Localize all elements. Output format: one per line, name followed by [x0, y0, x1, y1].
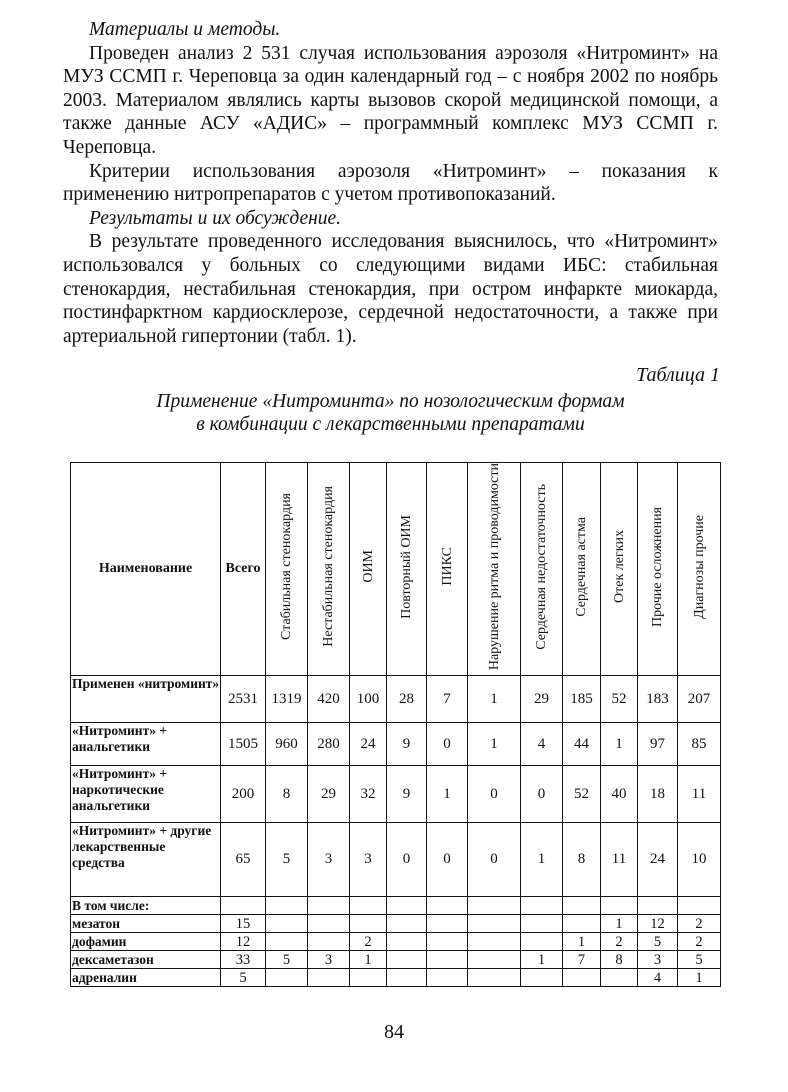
table-cell: 12: [638, 915, 678, 933]
table-cell: 1: [601, 723, 638, 766]
column-header: [521, 463, 563, 676]
section-heading-methods: Материалы и методы.: [89, 19, 281, 40]
table-row: [71, 897, 721, 915]
paragraph-criteria: Критерии использования аэрозоля «Нитроминт» – показания к применению нитропрепаратов с учетом противопоказаний.: [63, 160, 718, 206]
table-cell: [427, 897, 468, 915]
table-cell: 4: [638, 969, 678, 987]
table-cell: [563, 969, 601, 987]
table-cell: [427, 969, 468, 987]
table-cell: 5: [266, 951, 308, 969]
table-cell: 3: [350, 823, 387, 897]
table-cell: [638, 897, 678, 915]
table-row: [71, 723, 721, 766]
table-cell: [427, 933, 468, 951]
table-cell: [521, 915, 563, 933]
table-cell: 1505: [221, 723, 266, 766]
table-title-line: в комбинации с лекарственными препаратами: [196, 414, 585, 435]
column-header: [266, 463, 308, 676]
table-cell: [387, 969, 427, 987]
table-cell: 24: [638, 823, 678, 897]
table-cell: 1: [427, 766, 468, 823]
table-cell: 24: [350, 723, 387, 766]
table-cell: 7: [563, 951, 601, 969]
table-cell: [563, 915, 601, 933]
table-row: [71, 951, 721, 969]
column-header: [638, 463, 678, 676]
table-cell: 9: [387, 766, 427, 823]
column-header-label: ОИМ: [360, 550, 376, 583]
table-cell: 8: [601, 951, 638, 969]
table-cell: [521, 897, 563, 915]
column-header-label: Диагнозы прочие: [691, 514, 707, 619]
table-cell: [563, 897, 601, 915]
table-cell: 960: [266, 723, 308, 766]
table-cell: 15: [221, 915, 266, 933]
table-cell: [601, 897, 638, 915]
table-cell: 29: [308, 766, 350, 823]
row-name-cell: дексаметазон: [71, 951, 221, 969]
table-label: Таблица 1: [636, 364, 720, 386]
paragraph-results: В результате проведенного исследования выяснилось, что «Нитроминт» использовался у больных со следующими видами ИБС: стабильная стенокардия, нестабильная стенокардия, при остром инфаркте миокарда, постинфарктном кардиосклерозе, сердечной недостаточности, а также при артериальной гипертонии (табл. 1).: [63, 231, 718, 347]
column-header: [601, 463, 638, 676]
table-cell: [521, 969, 563, 987]
table-cell: 65: [221, 823, 266, 897]
table-cell: 420: [308, 676, 350, 723]
table-cell: 5: [638, 933, 678, 951]
table-cell: 5: [221, 969, 266, 987]
row-name-cell: «Нитроминт» + анальгетики: [71, 723, 221, 766]
table-cell: 52: [563, 766, 601, 823]
table-cell: 207: [678, 676, 721, 723]
table-cell: [350, 915, 387, 933]
table-cell: 0: [427, 723, 468, 766]
table-cell: 200: [221, 766, 266, 823]
column-header-label: Сердечная недостаточность: [534, 483, 549, 650]
table-cell: [266, 969, 308, 987]
column-header: [427, 463, 468, 676]
table-cell: 2531: [221, 676, 266, 723]
column-header-total: Всего: [221, 463, 266, 676]
table-cell: [308, 915, 350, 933]
table-cell: 0: [468, 823, 521, 897]
table-row: [71, 676, 721, 723]
body-text: [63, 18, 718, 348]
table-cell: [387, 915, 427, 933]
row-name-cell: «Нитроминт» + другие лекарственные средства: [71, 823, 221, 897]
table-cell: 8: [266, 766, 308, 823]
table-row: [71, 915, 721, 933]
table-title-line: Применение «Нитроминта» по нозологическим формам: [156, 391, 625, 412]
table-cell: 11: [601, 823, 638, 897]
table-cell: [308, 933, 350, 951]
table-title: [63, 390, 718, 436]
table-cell: [521, 933, 563, 951]
table-cell: 97: [638, 723, 678, 766]
table-cell: [387, 897, 427, 915]
column-header-label: Сердечная астма: [574, 516, 589, 617]
table-cell: 32: [350, 766, 387, 823]
table-row: [71, 969, 721, 987]
table-cell: 1: [468, 723, 521, 766]
table-cell: 183: [638, 676, 678, 723]
table-cell: 0: [521, 766, 563, 823]
column-header: [468, 463, 521, 676]
row-name-cell: «Нитроминт» + наркотические анальгетики: [71, 766, 221, 823]
table-cell: [266, 897, 308, 915]
column-header-label: Нестабильная стенокардия: [321, 486, 336, 647]
table-row: [71, 766, 721, 823]
table-cell: [468, 951, 521, 969]
table-cell: [266, 915, 308, 933]
table-cell: 3: [308, 823, 350, 897]
table-cell: 0: [468, 766, 521, 823]
table-cell: 2: [350, 933, 387, 951]
table-cell: 8: [563, 823, 601, 897]
table-row: [71, 933, 721, 951]
column-header-label: Прочие осложнения: [650, 506, 665, 627]
table-cell: 1: [601, 915, 638, 933]
paragraph-analysis: Проведен анализ 2 531 случая использования аэрозоля «Нитроминт» на МУЗ ССМП г. Череповца за один календарный год – с ноября 2002 по ноябрь 2003. Материалом являлись карты вызовов скорой медицинской помощи, а также данные АСУ «АДИС» – программный комплекс МУЗ ССМП г. Череповца.: [63, 42, 718, 158]
table-cell: [468, 933, 521, 951]
table-cell: 0: [387, 823, 427, 897]
table-cell: 10: [678, 823, 721, 897]
table-cell: 1: [350, 951, 387, 969]
table-cell: 100: [350, 676, 387, 723]
table-cell: [308, 897, 350, 915]
table-cell: 0: [427, 823, 468, 897]
table-cell: [266, 933, 308, 951]
table-cell: [678, 897, 721, 915]
table-cell: 85: [678, 723, 721, 766]
table-cell: [221, 897, 266, 915]
table-cell: [468, 969, 521, 987]
table-cell: 1: [468, 676, 521, 723]
column-header-label: Стабильная стенокардия: [279, 493, 294, 641]
column-header: [678, 463, 721, 676]
table-cell: 1: [521, 823, 563, 897]
table-cell: 2: [678, 915, 721, 933]
table-cell: [350, 897, 387, 915]
table-body: [71, 676, 721, 987]
table-cell: 1: [678, 969, 721, 987]
table-cell: [308, 969, 350, 987]
column-header-label: ПИКС: [439, 547, 455, 586]
column-header: [387, 463, 427, 676]
table-cell: 2: [601, 933, 638, 951]
nitromint-usage-table: [70, 462, 721, 987]
table-cell: 52: [601, 676, 638, 723]
column-header: [308, 463, 350, 676]
table-cell: [601, 969, 638, 987]
table-cell: 18: [638, 766, 678, 823]
table-cell: 185: [563, 676, 601, 723]
table-cell: 5: [678, 951, 721, 969]
table-cell: [387, 951, 427, 969]
table-cell: 4: [521, 723, 563, 766]
table-cell: 1: [563, 933, 601, 951]
table-cell: [350, 969, 387, 987]
table-cell: 9: [387, 723, 427, 766]
page-number: 84: [384, 1021, 404, 1043]
table-cell: 44: [563, 723, 601, 766]
table-cell: 1: [521, 951, 563, 969]
table-cell: 3: [308, 951, 350, 969]
table-cell: [427, 951, 468, 969]
table-cell: 11: [678, 766, 721, 823]
table-cell: 12: [221, 933, 266, 951]
column-header-name: Наименование: [71, 463, 221, 676]
table-row: [71, 823, 721, 897]
table-cell: 7: [427, 676, 468, 723]
row-name-cell: Применен «нитроминт»: [71, 676, 221, 723]
table-cell: [468, 915, 521, 933]
table-cell: 28: [387, 676, 427, 723]
column-header-label: Нарушение ритма и проводимости: [486, 463, 502, 671]
column-header: [350, 463, 387, 676]
table-cell: 40: [601, 766, 638, 823]
section-heading-results: Результаты и их обсуждение.: [89, 207, 342, 229]
row-name-cell: мезатон: [71, 915, 221, 933]
column-header-label: Отек легких: [611, 530, 627, 604]
table-cell: 280: [308, 723, 350, 766]
table-header-row: [71, 463, 721, 676]
table-cell: 5: [266, 823, 308, 897]
row-name-cell: В том числе:: [71, 897, 221, 915]
table-cell: 2: [678, 933, 721, 951]
column-header: [563, 463, 601, 676]
table-cell: [387, 933, 427, 951]
column-header-label: Повторный ОИМ: [399, 514, 414, 619]
table-cell: 3: [638, 951, 678, 969]
row-name-cell: адреналин: [71, 969, 221, 987]
table-cell: 33: [221, 951, 266, 969]
table-cell: [427, 915, 468, 933]
table-cell: [468, 897, 521, 915]
table-cell: 1319: [266, 676, 308, 723]
row-name-cell: дофамин: [71, 933, 221, 951]
table-cell: 29: [521, 676, 563, 723]
